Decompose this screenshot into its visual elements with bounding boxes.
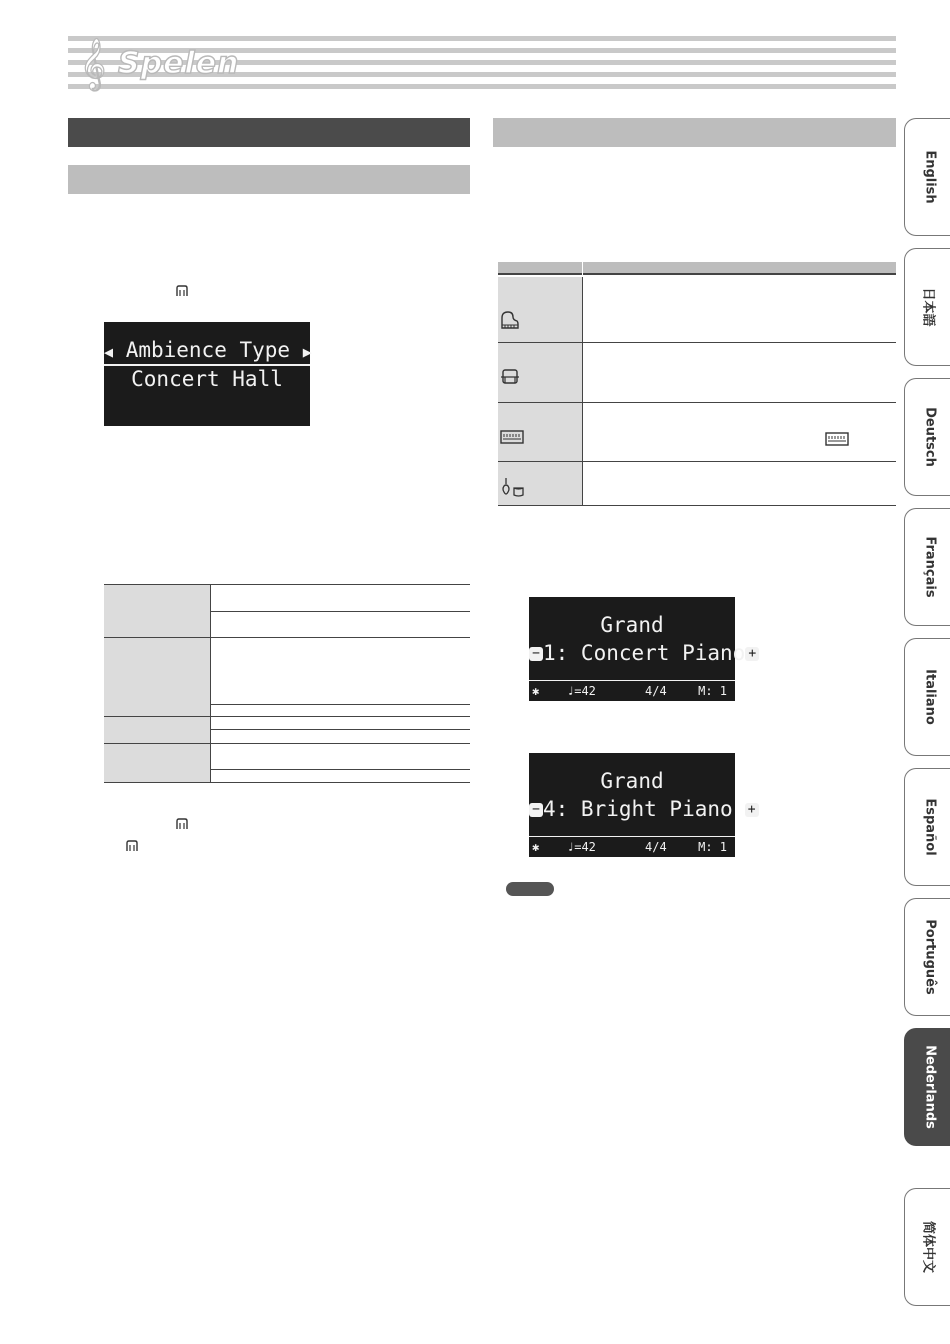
tone-name: 1: Concert Piano bbox=[543, 641, 746, 665]
header-stripe bbox=[68, 84, 896, 89]
table-label-cell bbox=[104, 585, 210, 637]
tab-portugues[interactable] bbox=[904, 898, 950, 1016]
tab-label: 简体中文 bbox=[920, 1220, 935, 1274]
page-title: Spelen bbox=[118, 46, 240, 81]
table-rule bbox=[210, 611, 470, 612]
tone-category: Grand bbox=[600, 613, 664, 637]
display-divider bbox=[529, 680, 735, 681]
table-label-cell bbox=[104, 638, 210, 716]
ambience-button-icon bbox=[176, 818, 188, 830]
measure-readout: M: 1 bbox=[698, 684, 727, 698]
ambience-heading-row bbox=[104, 337, 310, 365]
tab-english[interactable] bbox=[904, 118, 950, 236]
tab-label: Italiano bbox=[922, 669, 937, 725]
table-rule bbox=[498, 461, 896, 462]
tab-espanol[interactable] bbox=[904, 768, 950, 886]
table-rule bbox=[104, 782, 470, 783]
keyboard-icon[interactable] bbox=[500, 430, 524, 444]
ambience-display bbox=[104, 322, 310, 426]
tab-label: Nederlands bbox=[922, 1045, 937, 1129]
tab-francais[interactable] bbox=[904, 508, 950, 626]
table-divider bbox=[582, 277, 583, 506]
status-bar bbox=[529, 839, 735, 855]
table-rule bbox=[498, 342, 896, 343]
parameter-table bbox=[104, 584, 470, 784]
tempo-readout: ♩=42 bbox=[567, 840, 596, 854]
ambience-button-icon bbox=[126, 840, 138, 852]
strings-drums-icon[interactable] bbox=[500, 476, 526, 498]
tone-category-table bbox=[498, 262, 896, 506]
minus-icon: − bbox=[529, 647, 543, 661]
bluetooth-icon: ✱ bbox=[532, 840, 540, 854]
beat-readout: 4/4 bbox=[645, 840, 667, 854]
table-label-cell bbox=[104, 717, 210, 743]
plus-icon: + bbox=[745, 803, 759, 817]
tab-label: Français bbox=[922, 536, 937, 598]
tone-display bbox=[529, 753, 756, 857]
table-header-row bbox=[498, 262, 896, 275]
ambience-value: Concert Hall bbox=[131, 367, 283, 391]
table-label-cell bbox=[104, 744, 210, 782]
left-arrow-icon: ◀ bbox=[104, 343, 114, 361]
tab-label: English bbox=[922, 150, 937, 204]
header-stripe bbox=[68, 36, 896, 41]
tab-deutsch[interactable] bbox=[904, 378, 950, 496]
table-rule bbox=[210, 704, 470, 705]
keyboard-icon bbox=[825, 432, 849, 446]
display-divider bbox=[529, 836, 735, 837]
tab-label: 日本語 bbox=[920, 287, 935, 327]
tone-row bbox=[529, 640, 757, 666]
bluetooth-icon: ✱ bbox=[532, 684, 540, 698]
section-header-bar bbox=[493, 118, 896, 147]
memo-badge bbox=[506, 882, 554, 896]
status-bar bbox=[529, 683, 735, 699]
tab-italiano[interactable] bbox=[904, 638, 950, 756]
tone-name: 4: Bright Piano bbox=[543, 797, 733, 821]
tab-label: Deutsch bbox=[922, 407, 937, 467]
ambience-heading: Ambience Type bbox=[125, 338, 291, 362]
grand-piano-icon[interactable] bbox=[500, 310, 520, 330]
table-rule bbox=[210, 769, 470, 770]
tab-nederlands[interactable] bbox=[904, 1028, 950, 1146]
tempo-readout: ♩=42 bbox=[567, 684, 596, 698]
table-rule bbox=[498, 402, 896, 403]
upright-piano-icon[interactable] bbox=[500, 368, 520, 386]
right-arrow-icon: ▶ bbox=[302, 343, 312, 361]
table-rule bbox=[210, 729, 470, 730]
beat-readout: 4/4 bbox=[645, 684, 667, 698]
plus-icon: + bbox=[745, 647, 759, 661]
minus-icon: − bbox=[529, 803, 543, 817]
tone-row bbox=[529, 796, 756, 822]
ambience-button-icon bbox=[176, 285, 188, 297]
tab-japanese[interactable] bbox=[904, 248, 950, 366]
subsection-header-bar bbox=[68, 165, 470, 194]
tab-label: Português bbox=[922, 919, 937, 995]
table-divider bbox=[210, 584, 211, 783]
tone-display bbox=[529, 597, 757, 701]
tab-label: Español bbox=[922, 798, 937, 856]
table-rule bbox=[498, 505, 896, 506]
treble-clef-icon: 𝄞 bbox=[80, 38, 107, 89]
section-header-bar bbox=[68, 118, 470, 147]
tab-chinese[interactable] bbox=[904, 1188, 950, 1306]
tone-category: Grand bbox=[600, 769, 664, 793]
measure-readout: M: 1 bbox=[698, 840, 727, 854]
